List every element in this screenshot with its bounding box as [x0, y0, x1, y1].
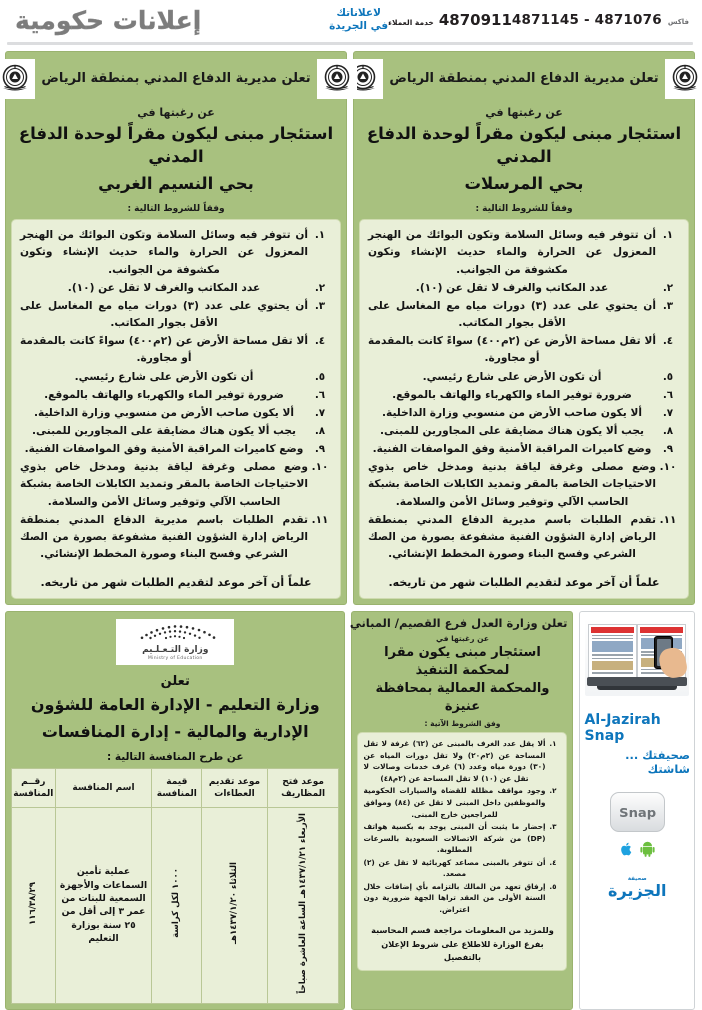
- condition-number: ٨.: [315, 424, 327, 437]
- masthead: [6, 0, 696, 40]
- masthead-ads-line-1: لاعلاناتك: [337, 7, 382, 20]
- condition-text: إرفاق تعهد من المالك بالتزامه بأي إضافات خلال السنة الأولى من العقد تراها الجهة ضرورية دون اعتراض.: [364, 881, 547, 914]
- condition-text: تقدم الطلبات باسم مديرية الدفاع المدني بمنطقة الرياض إدارة الشؤون الفنية مشفوعة بصورة من الصك الشرعي وفسح البناء وصورة المخطط الإنشائي.: [21, 513, 309, 561]
- condition-item: [369, 512, 681, 563]
- condition-text: يجب ألا يكون هناك مضايقة على المجاورين للمبنى.: [381, 424, 645, 437]
- snap-app-label: Snap: [619, 804, 657, 820]
- ad-headline-line-2: والمحكمة العمالية بمحافظة عنيزة: [376, 681, 551, 714]
- column-header-number: رقــم المنافسة: [13, 768, 57, 807]
- ad-wish-line: عن رغبتها في: [486, 106, 564, 119]
- promo-aljazirah-snap[interactable]: [580, 611, 696, 1010]
- ad-terms-label: وفقاً للشروط التالية :: [476, 204, 574, 215]
- condition-text: ألا يقل عدد الغرف بالمبنى عن (٦٢) غرفة لا تقل المساحة عن (٢م٢٠) ولا تقل دورات المياه عن (٣٠) دورة مياه وعدد (٦) غرف خدمات وصالات لا تقل عن (١٠) لا تقل المساحة عن (٢م٤٨): [364, 739, 547, 783]
- ad-civil-defense-mursalat: [354, 51, 696, 605]
- condition-item: [364, 785, 562, 820]
- column-header-name: اسم المنافسة: [56, 768, 153, 807]
- masthead-ads-line-2: في الجريدة: [330, 20, 390, 32]
- condition-number: ٢.: [315, 281, 327, 294]
- column-header-submit-date: موعد تقديم العطاءات: [203, 768, 268, 807]
- condition-number: ٦.: [315, 388, 327, 401]
- ad-terms-label: وفق الشروط الآتية :: [425, 719, 502, 729]
- condition-item: [369, 298, 681, 332]
- condition-number: ٤.: [315, 335, 327, 348]
- condition-text: ضرورة توفير الماء والكهرباء والهاتف بالموقع.: [393, 388, 633, 401]
- condition-number: ٨.: [663, 424, 675, 437]
- condition-text: إحضار ما يثبت أن المبنى يوجد به بكسية هواتف (DP) من شركة الاتصالات السعودية بالسرعات المطلوبة.: [364, 822, 547, 855]
- aljazirah-brand-small: صحيفة: [628, 876, 648, 883]
- ad-subtitle: عن طرح المنافسة التالية :: [107, 750, 245, 763]
- moe-dots-icon: [123, 624, 229, 644]
- condition-item: [21, 405, 333, 422]
- condition-text: ألا يكون صاحب الأرض من منسوبي وزارة الداخلية.: [35, 406, 295, 419]
- condition-text: ألا تقل مساحة الأرض عن (٢م٤٠٠) سواءً كانت بالمقدمة أو مجاورة.: [21, 335, 309, 365]
- ad-announcer: تعلن مديرية الدفاع المدني بمنطقة الرياض: [42, 71, 312, 87]
- android-icon[interactable]: [641, 841, 656, 861]
- condition-item: [369, 405, 681, 422]
- condition-number: ١١.: [312, 513, 330, 526]
- conditions-panel: [360, 219, 690, 599]
- condition-item: [369, 459, 681, 510]
- condition-item: [21, 298, 333, 332]
- masthead-divider: [8, 42, 694, 45]
- condition-number: ١٠.: [660, 461, 678, 474]
- ad-closing-note: وللمزيد من المعلومات مراجعة قسم المحاسبة بفرع الوزارة للاطلاع على شروط الإعلان بالتفصيل: [372, 925, 555, 962]
- condition-text: ألا تقل مساحة الأرض عن (٢م٤٠٠) سواءً كانت بالمقدمة أو مجاورة.: [369, 335, 657, 365]
- condition-text: أن تتوفر فيه وسائل السلامة وتكون البوائك من الهنجر المعزول عن الحرارة والماء حديث الإنشاء وتكون مكشوفة من الجوانب.: [21, 229, 309, 276]
- condition-item: [364, 821, 562, 856]
- condition-text: أن تتوفر فيه وسائل السلامة وتكون البوائك من الهنجر المعزول عن الحرارة والماء حديث الإنشاء وتكون مكشوفة من الجوانب.: [369, 229, 657, 276]
- ad-ministry-of-education: [6, 611, 346, 1010]
- condition-item: [21, 459, 333, 510]
- ad-headline-line-1: استئجار مبنى ليكون مقراً لوحدة الدفاع المدني: [19, 124, 335, 167]
- civil-defense-emblem-icon: [666, 59, 702, 99]
- ad-civil-defense-naseem: [6, 51, 348, 605]
- condition-number: ٣.: [315, 299, 327, 312]
- condition-item: [369, 333, 681, 367]
- bottom-ads-row: [6, 611, 696, 1010]
- condition-item: [21, 441, 333, 458]
- masthead-ads-pitch: [330, 7, 389, 33]
- aljazirah-brand-logo: [609, 877, 667, 899]
- snap-title: Al-Jazirah Snap: [585, 712, 662, 745]
- column-header-value: قيمة المنافسة: [153, 768, 203, 807]
- snap-app-icon[interactable]: [611, 792, 666, 832]
- condition-number: ١١.: [660, 513, 678, 526]
- aljazirah-brand-name: الجزيرة: [609, 880, 668, 900]
- table-row: [13, 807, 340, 1003]
- top-ads-row: [6, 51, 696, 605]
- competition-table: [12, 768, 340, 1004]
- ad-announcer: تعلن وزارة العدل فرع القصيم/ المباني: [350, 616, 569, 631]
- condition-number: ٣.: [663, 299, 675, 312]
- condition-text: يجب ألا يكون هناك مضايقة على المجاورين للمبنى.: [33, 424, 297, 437]
- condition-number: ١.: [663, 229, 675, 242]
- condition-number: ٩.: [663, 443, 675, 456]
- condition-number: ٤.: [550, 857, 558, 867]
- condition-item: [369, 369, 681, 386]
- cell-value: [153, 807, 203, 1003]
- ad-wish-line: عن رغبتها في: [138, 106, 216, 119]
- conditions-list: [21, 227, 333, 563]
- ad-headline-line-1: استئجار مبنى يكون مقرا لمحكمة التنفيذ: [385, 645, 542, 678]
- condition-number: ١.: [550, 739, 558, 749]
- ad-ministry-of-justice: [352, 611, 574, 1010]
- condition-number: ٦.: [663, 388, 675, 401]
- condition-item: [364, 881, 562, 916]
- moe-logo: [117, 619, 235, 665]
- condition-text: أن تكون الأرض على شارع رئيسي.: [75, 370, 255, 383]
- condition-number: ٧.: [315, 406, 327, 419]
- cell-open-date: [268, 807, 340, 1003]
- masthead-service-number: 4870911: [439, 11, 513, 29]
- cell-submit-date-text: الثلاثاء ١٤٣٧/١/٢٠هـ: [230, 862, 241, 945]
- snap-promo-photo: [586, 618, 690, 696]
- condition-item: [364, 738, 562, 784]
- condition-number: ٣.: [550, 822, 558, 832]
- cell-competition-number: [13, 807, 57, 1003]
- condition-item: [369, 280, 681, 297]
- cell-competition-name: عملية تأمين السماعات والأجهزة السمعية للبنات من عمر ٣ إلى أقل من ٢٥ سنة بوزارة التعليم: [56, 807, 153, 1003]
- civil-defense-emblem-icon-2: [0, 59, 36, 99]
- condition-number: ٢.: [550, 786, 558, 796]
- condition-item: [21, 387, 333, 404]
- logo-row: [360, 57, 690, 99]
- newspaper-page-thumb: [589, 624, 638, 678]
- condition-item: [21, 280, 333, 297]
- condition-item: [21, 512, 333, 563]
- logo-row: [12, 57, 342, 99]
- cell-submit-date: [203, 807, 268, 1003]
- condition-number: ١.: [315, 229, 327, 242]
- masthead-customer-service: [389, 11, 513, 29]
- condition-number: ١٠.: [312, 461, 330, 474]
- condition-text: وضع مصلى وغرفة لياقة بدنية ومدخل خاص بذوي الاحتياجات الخاصة بالمقر وتمديد الكابلات الخاصة بشبكة الحاسب الآلي وتوفير وسائل الأمن والسلامة.: [369, 461, 657, 508]
- table-header-row: [13, 768, 340, 807]
- cell-value-text: ١٠٠٠ لكل كراسة: [172, 868, 183, 939]
- ad-headline-line-2: بحي المرسلات: [465, 173, 585, 193]
- cell-open-date-text: الأربعاء ١٤٣٧/١/٢١هـ الساعة العاشرة صباحاً: [298, 812, 309, 994]
- ad-headline-line-2: الإدارية والمالية - إدارة المنافسات: [42, 722, 310, 742]
- condition-text: أن يحتوي على عدد (٣) دورات مياه مع المغاسل على الأقل بجوار المكاتب.: [369, 299, 657, 330]
- condition-number: ٥.: [663, 370, 675, 383]
- condition-number: ٧.: [663, 406, 675, 419]
- condition-item: [21, 423, 333, 440]
- snap-subtitle: صحيفتك ... شاشتك: [626, 748, 691, 777]
- condition-item: [21, 227, 333, 278]
- section-title: إعلانات حكومية: [16, 5, 203, 35]
- moe-logo-arabic: وزارة التـعـلـيم: [143, 645, 210, 656]
- condition-text: أن تكون الأرض على شارع رئيسي.: [423, 370, 603, 383]
- condition-text: وضع مصلى وغرفة لياقة بدنية ومدخل خاص بذوي الاحتياجات الخاصة بالمقر وتمديد الكابلات الخاصة بشبكة الحاسب الآلي وتوفير وسائل الأمن والسلامة.: [21, 461, 309, 508]
- ad-closing-note: علماً أن آخر موعد لتقديم الطلبات شهر من تاريخه.: [389, 576, 661, 590]
- ad-wish-line: عن رغبتها في: [437, 634, 490, 644]
- civil-defense-emblem-icon: [318, 59, 358, 99]
- masthead-fax-label: فاكس: [668, 18, 690, 26]
- desk-shape: [588, 677, 688, 686]
- condition-text: ضرورة توفير الماء والكهرباء والهاتف بالموقع.: [45, 388, 285, 401]
- app-store-badges[interactable]: [620, 841, 656, 861]
- ad-announcer: تعلن مديرية الدفاع المدني بمنطقة الرياض: [390, 71, 660, 87]
- conditions-list: [364, 738, 562, 915]
- condition-text: وضع كاميرات المراقبة الأمنية وفق المواصفات الفنية.: [25, 443, 305, 456]
- ad-closing-note: علماً أن آخر موعد لتقديم الطلبات شهر من تاريخه.: [41, 576, 313, 590]
- ad-terms-label: وفقاً للشروط التالية :: [128, 204, 226, 215]
- condition-number: ٩.: [315, 443, 327, 456]
- apple-icon[interactable]: [620, 841, 634, 861]
- conditions-list: [369, 227, 681, 563]
- conditions-panel: [358, 732, 568, 971]
- conditions-panel: [12, 219, 342, 599]
- condition-text: ألا يكون صاحب الأرض من منسوبي وزارة الداخلية.: [383, 406, 643, 419]
- ad-headline-line-2: بحي النسيم الغربي: [99, 173, 255, 193]
- condition-number: ٥.: [315, 370, 327, 383]
- ad-announcer: تعلن: [161, 674, 191, 690]
- ad-headline-line-1: استئجار مبنى ليكون مقراً لوحدة الدفاع المدني: [367, 124, 683, 167]
- ad-headline-line-1: وزارة التعليم - الإدارة العامة للشؤون: [31, 695, 321, 715]
- condition-item: [369, 441, 681, 458]
- masthead-contact: [513, 12, 690, 28]
- condition-item: [21, 333, 333, 367]
- condition-number: ٢.: [663, 281, 675, 294]
- masthead-service-label: خدمة العملاء: [389, 18, 435, 27]
- condition-item: [364, 857, 562, 880]
- column-header-open-date: موعد فتح المظاريف: [268, 768, 340, 807]
- moe-logo-english: Ministry of Education: [148, 656, 204, 662]
- condition-item: [21, 369, 333, 386]
- cell-competition-number-text: ١١٦/٣٨/٢٩: [28, 881, 39, 925]
- condition-item: [369, 227, 681, 278]
- condition-number: ٤.: [663, 335, 675, 348]
- condition-text: أن تتوفر بالمبنى مصاعد كهربائية لا تقل عن (٢) مصعد.: [364, 857, 547, 879]
- condition-text: عدد المكاتب والغرف لا تقل عن (١٠).: [416, 281, 610, 294]
- condition-text: عدد المكاتب والغرف لا تقل عن (١٠).: [68, 281, 262, 294]
- condition-text: تقدم الطلبات باسم مديرية الدفاع المدني بمنطقة الرياض إدارة الشؤون الفنية مشفوعة بصورة من الصك الشرعي وفسح البناء وصورة المخطط الإنشائي.: [369, 513, 657, 561]
- condition-item: [369, 423, 681, 440]
- condition-item: [369, 387, 681, 404]
- condition-text: وضع كاميرات المراقبة الأمنية وفق المواصفات الفنية.: [373, 443, 653, 456]
- condition-number: ٥.: [550, 881, 558, 891]
- condition-text: وجود مواقف مظللة للقضاة والسيارات الحكومية والموظفين داخل المبنى لا تقل عن (٨٤) وموافق للمراجعين خارج المبنى.: [364, 786, 547, 819]
- condition-text: أن يحتوي على عدد (٣) دورات مياه مع المغاسل على الأقل بجوار المكاتب.: [21, 299, 309, 330]
- masthead-phones: 4871145 - 4871076: [512, 12, 663, 28]
